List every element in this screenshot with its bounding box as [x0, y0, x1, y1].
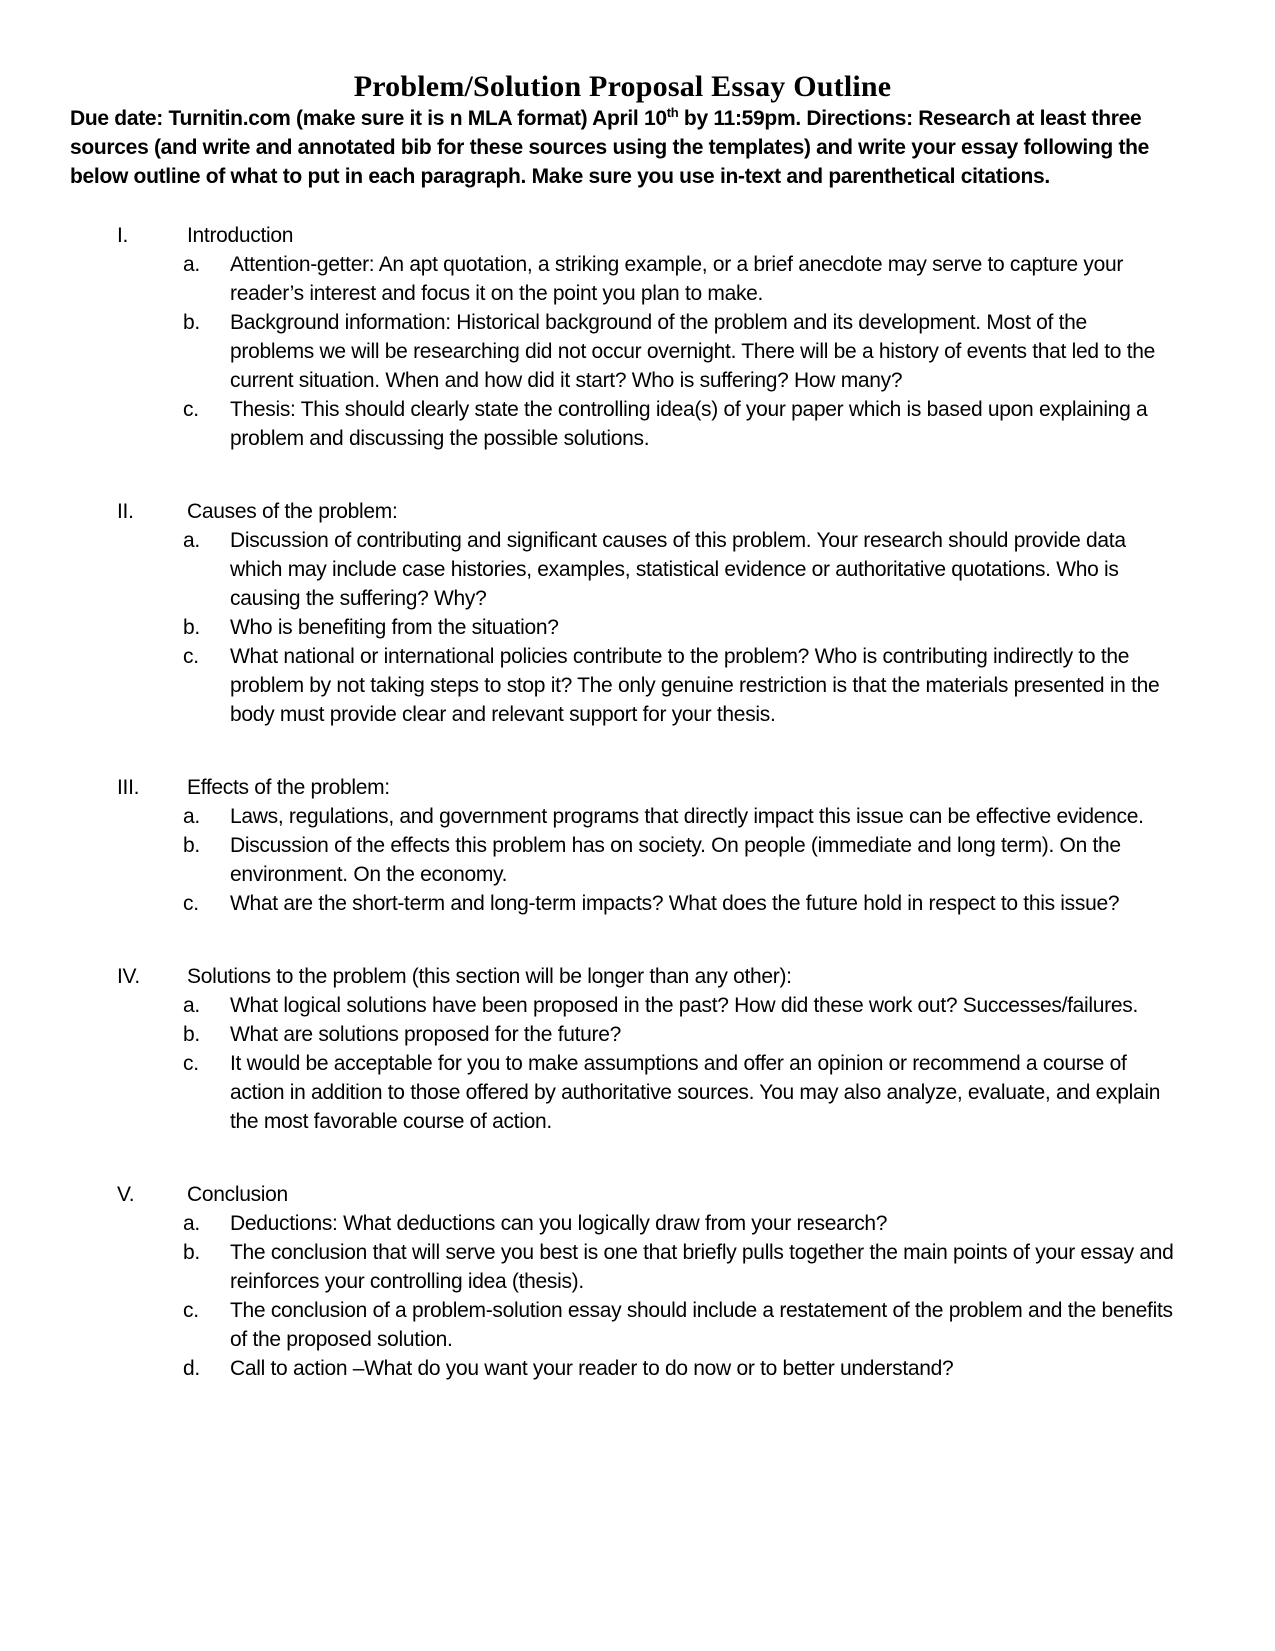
item-text: Call to action –What do you want your reader to do now or to better understand?: [230, 1357, 954, 1380]
item-text: The conclusion that will serve you best is one that briefly pulls together the main points of your essay and reinforces your controlling idea (thesis).: [230, 1241, 1174, 1293]
item-text: What logical solutions have been proposed in the past? How did these work out? Successes/failures.: [230, 994, 1138, 1017]
item-letter: c.: [183, 1299, 199, 1322]
item-letter: b.: [183, 1023, 200, 1046]
section-numeral: V.: [117, 1183, 135, 1206]
item-text: Thesis: This should clearly state the controlling idea(s) of your paper which is based upon explaining a problem and discussing the possible solutions.: [230, 398, 1148, 450]
outline-section: [70, 1180, 1175, 1383]
item-letter: b.: [183, 616, 200, 639]
item-letter: a.: [183, 994, 200, 1017]
section-numeral: II.: [117, 500, 134, 523]
outline-item: [70, 308, 1175, 395]
item-text: What national or international policies contribute to the problem? Who is contributing indirectly to the problem by not taking steps to stop it? The only genuine restriction is that the materials presented in the body must provide clear and relevant support for your thesis.: [230, 645, 1160, 726]
outline-section: [70, 962, 1175, 1136]
outline-item: [70, 991, 1175, 1020]
item-letter: c.: [183, 892, 199, 915]
outline-item: [70, 642, 1175, 729]
section-numeral: III.: [117, 776, 140, 799]
section-numeral: I.: [117, 224, 129, 247]
item-text: Discussion of the effects this problem has on society. On people (immediate and long term). On the environment. On the economy.: [230, 834, 1121, 886]
item-text: What are the short-term and long-term impacts? What does the future hold in respect to this issue?: [230, 892, 1120, 915]
outline-item: [70, 1209, 1175, 1238]
item-text: Deductions: What deductions can you logically draw from your research?: [230, 1212, 888, 1235]
section-title: Introduction: [187, 224, 294, 247]
item-letter: c.: [183, 645, 199, 668]
intro-text-before-date: Due date: Turnitin.com (make sure it is n MLA format) April 10: [70, 107, 667, 130]
outline-item: [70, 1049, 1175, 1136]
item-text: Who is benefiting from the situation?: [230, 616, 559, 639]
outline-item: [70, 613, 1175, 642]
item-letter: b.: [183, 1241, 200, 1264]
outline-item: [70, 250, 1175, 308]
essay-outline: [70, 221, 1175, 1383]
document-title: Problem/Solution Proposal Essay Outline: [353, 70, 892, 103]
outline-item: [70, 526, 1175, 613]
ordinal-suffix: th: [666, 105, 679, 120]
item-text: What are solutions proposed for the future?: [230, 1023, 622, 1046]
section-numeral: IV.: [117, 965, 140, 988]
outline-item: [70, 1020, 1175, 1049]
item-letter: a.: [183, 805, 200, 828]
item-letter: b.: [183, 834, 200, 857]
outline-item: [70, 1296, 1175, 1354]
item-letter: c.: [183, 1052, 199, 1075]
intro-text-after-date: by 11:59pm. Directions: Research at least three sources (and write and annotated bib for these sources using the templates) and write your essay following the below outline of what to put in each paragraph. Make sure you use in-text and parenthetical citations.: [70, 107, 1150, 188]
item-text: Background information: Historical background of the problem and its development. Most of the problems we will be researching did not occur overnight. There will be a history of events that led to the current situation. When and how did it start? Who is suffering? How many?: [230, 311, 1155, 392]
item-text: Discussion of contributing and significant causes of this problem. Your research should provide data which may include case histories, examples, statistical evidence or authoritative quotations. Who is causing the suffering? Why?: [230, 529, 1126, 610]
section-title: Conclusion: [187, 1183, 288, 1206]
section-title: Causes of the problem:: [187, 500, 398, 523]
outline-section: [70, 773, 1175, 918]
outline-item: [70, 1238, 1175, 1296]
item-text: Laws, regulations, and government programs that directly impact this issue can be effective evidence.: [230, 805, 1144, 828]
item-letter: a.: [183, 253, 200, 276]
section-title: Solutions to the problem (this section will be longer than any other):: [187, 965, 792, 988]
outline-item: [70, 831, 1175, 889]
item-letter: a.: [183, 1212, 200, 1235]
item-letter: d.: [183, 1357, 200, 1380]
section-heading: [70, 962, 1175, 991]
section-heading: [70, 221, 1175, 250]
section-title: Effects of the problem:: [187, 776, 390, 799]
section-heading: [70, 773, 1175, 802]
item-text: The conclusion of a problem-solution essay should include a restatement of the problem and the benefits of the proposed solution.: [230, 1299, 1173, 1351]
outline-item: [70, 1354, 1175, 1383]
section-heading: [70, 497, 1175, 526]
outline-item: [70, 802, 1175, 831]
item-text: Attention-getter: An apt quotation, a striking example, or a brief anecdote may serve to capture your reader’s interest and focus it on the point you plan to make.: [230, 253, 1124, 305]
outline-section: [70, 221, 1175, 453]
intro-paragraph: [70, 104, 1175, 191]
item-letter: a.: [183, 529, 200, 552]
item-letter: b.: [183, 311, 200, 334]
outline-item: [70, 889, 1175, 918]
outline-section: [70, 497, 1175, 729]
section-heading: [70, 1180, 1175, 1209]
outline-item: [70, 395, 1175, 453]
item-text: It would be acceptable for you to make assumptions and offer an opinion or recommend a course of action in addition to those offered by authoritative sources. You may also analyze, evaluate, and explain the most favorable course of action.: [230, 1052, 1161, 1133]
item-letter: c.: [183, 398, 199, 421]
